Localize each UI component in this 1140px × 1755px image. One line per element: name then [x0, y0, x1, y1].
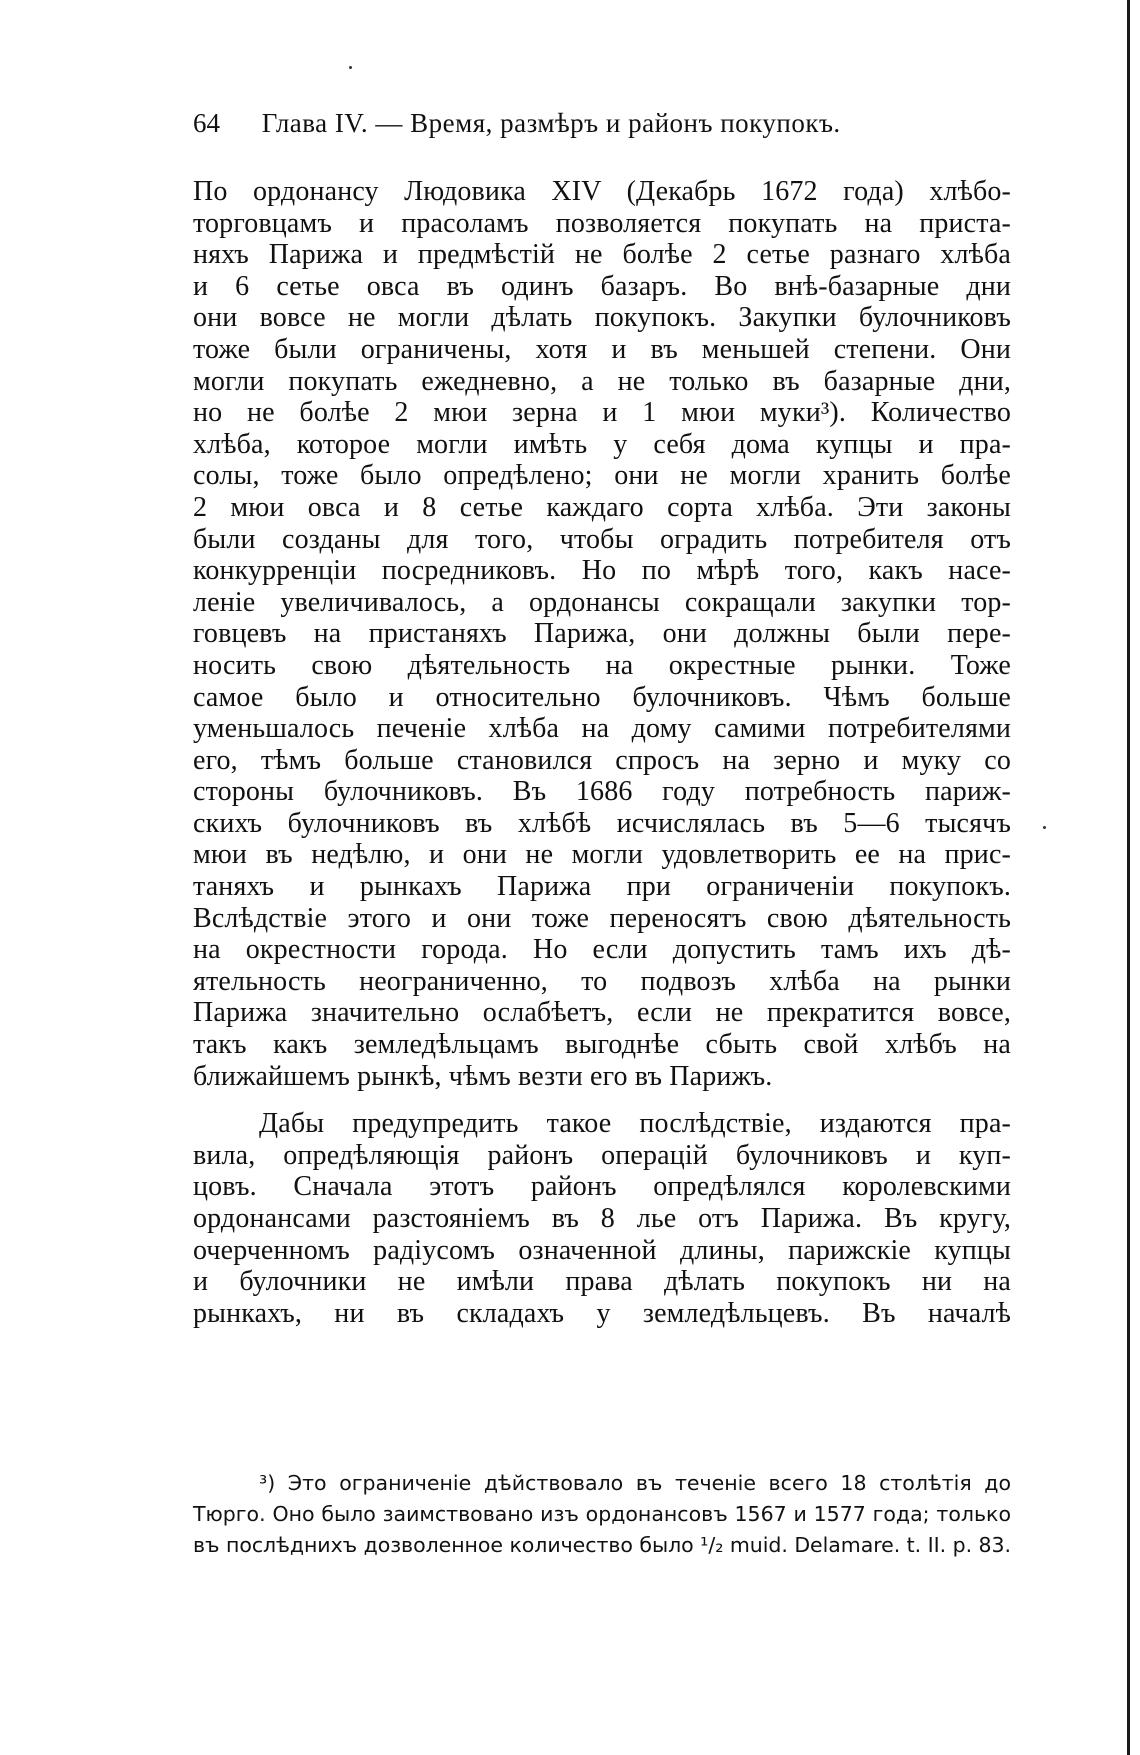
text-line: леніе увеличивалось, а ордонансы сокращали закупки тор- [193, 586, 1011, 618]
text-line: вила, опредѣляющія районъ операцій булочниковъ и куп- [193, 1139, 1011, 1171]
text-line: ятельность неограниченно, то подвозъ хлѣба на рынки [193, 965, 1011, 997]
text-line: рынкахъ, ни въ складахъ у земледѣльцевъ. Въ началѣ [193, 1297, 1011, 1329]
text-line: скихъ булочниковъ въ хлѣбѣ исчислялась въ 5—6 тысячъ [193, 807, 1011, 839]
paragraph [193, 176, 1011, 1092]
text-line: мюи въ недѣлю, и они не могли удовлетворить ее на прис- [193, 839, 1011, 871]
text-line: ближайшемъ рынкѣ, чѣмъ везти его въ Парижъ. [193, 1060, 773, 1092]
text-line: они вовсе не могли дѣлать покупокъ. Закупки булочниковъ [193, 302, 1011, 334]
text-line: стороны булочниковъ. Въ 1686 году потребность париж- [193, 776, 1011, 808]
text-line: ордонансами разстояніемъ въ 8 лье отъ Парижа. Въ кругу, [193, 1203, 1011, 1234]
text-line: цовъ. Сначала этотъ районъ опредѣлялся королевскими [193, 1171, 1011, 1203]
text-line: но не болѣе 2 мюи зерна и 1 мюи муки³). Количество [193, 397, 1011, 429]
chapter-title: Глава IV. — Время, размѣръ и районъ покупокъ. [261, 108, 841, 138]
footnote [193, 1468, 1011, 1561]
text-line: на окрестности города. Но если допустить тамъ ихъ дѣ- [193, 934, 1011, 966]
text-line: очерченномъ радіусомъ означенной длины, парижскіе купцы [193, 1234, 1011, 1266]
text-line: По ордонансу Людовика XIV (Декабрь 1672 года) хлѣбо- [193, 176, 1011, 207]
footnote-line: въ послѣднихъ дозволенное количество было ¹/₂ muid. Delamare. t. II. p. 83. [193, 1533, 1011, 1557]
footnote-line: Тюрго. Оно было заимствовано изъ ордонансовъ 1567 и 1577 года; только [193, 1502, 1011, 1526]
text-line: конкурренціи посредниковъ. Но по мѣрѣ того, какъ насе- [193, 555, 1011, 587]
running-header [193, 103, 1023, 143]
text-line: няхъ Парижа и предмѣстій не болѣе 2 сетье разнаго хлѣба [193, 239, 1011, 271]
text-line: говцевъ на пристаняхъ Парижа, они должны были пере- [193, 618, 1011, 650]
text-line: хлѣба, которое могли имѣть у себя дома купцы и пра- [193, 428, 1011, 460]
text-line: Вслѣдствіе этого и они тоже переносятъ свою дѣятельность [193, 902, 1011, 934]
text-line: торговцамъ и прасоламъ позволяется покупать на приста- [193, 207, 1011, 239]
body-text [193, 176, 1011, 1329]
scan-speck [349, 66, 352, 69]
text-line: могли покупать ежедневно, а не только въ базарные дни, [193, 365, 1011, 397]
text-line: таняхъ и рынкахъ Парижа при ограниченіи покупокъ. [193, 871, 1011, 903]
paragraph [193, 1108, 1011, 1329]
scan-speck [1043, 826, 1046, 829]
text-line: носить свою дѣятельность на окрестные рынки. Тоже [193, 649, 1011, 681]
text-line: такъ какъ земледѣльцамъ выгоднѣе сбыть свой хлѣбъ на [193, 1029, 1011, 1061]
text-line: тоже были ограничены, хотя и въ меньшей степени. Они [193, 333, 1011, 365]
text-line: уменьшалось печеніе хлѣба на дому самими потребителями [193, 713, 1011, 745]
footnote-line: ³) Это ограниченіе дѣйствовало въ теченіе всего 18 столѣтія до [259, 1471, 1011, 1495]
text-line: 2 мюи овса и 8 сетье каждаго сорта хлѣба. Эти законы [193, 491, 1011, 523]
text-line: Парижа значительно ослабѣетъ, если не прекратится вовсе, [193, 997, 1011, 1029]
text-line: были созданы для того, чтобы оградить потребителя отъ [193, 523, 1011, 555]
text-line: солы, тоже было опредѣлено; они не могли хранить болѣе [193, 460, 1011, 492]
text-line: и булочники не имѣли права дѣлать покупокъ ни на [193, 1266, 1011, 1298]
page-number: 64 [193, 108, 220, 138]
scan-edge-line [1127, 0, 1130, 1755]
paragraph-gap [193, 1092, 1011, 1108]
text-line: и 6 сетье овса въ одинъ базаръ. Во внѣ-базарные дни [193, 270, 1011, 302]
text-line: самое было и относительно булочниковъ. Чѣмъ больше [193, 681, 1011, 713]
text-line: его, тѣмъ больше становился спросъ на зерно и муку со [193, 744, 1011, 776]
text-line: Дабы предупредить такое послѣдствіе, издаются пра- [259, 1108, 1011, 1140]
